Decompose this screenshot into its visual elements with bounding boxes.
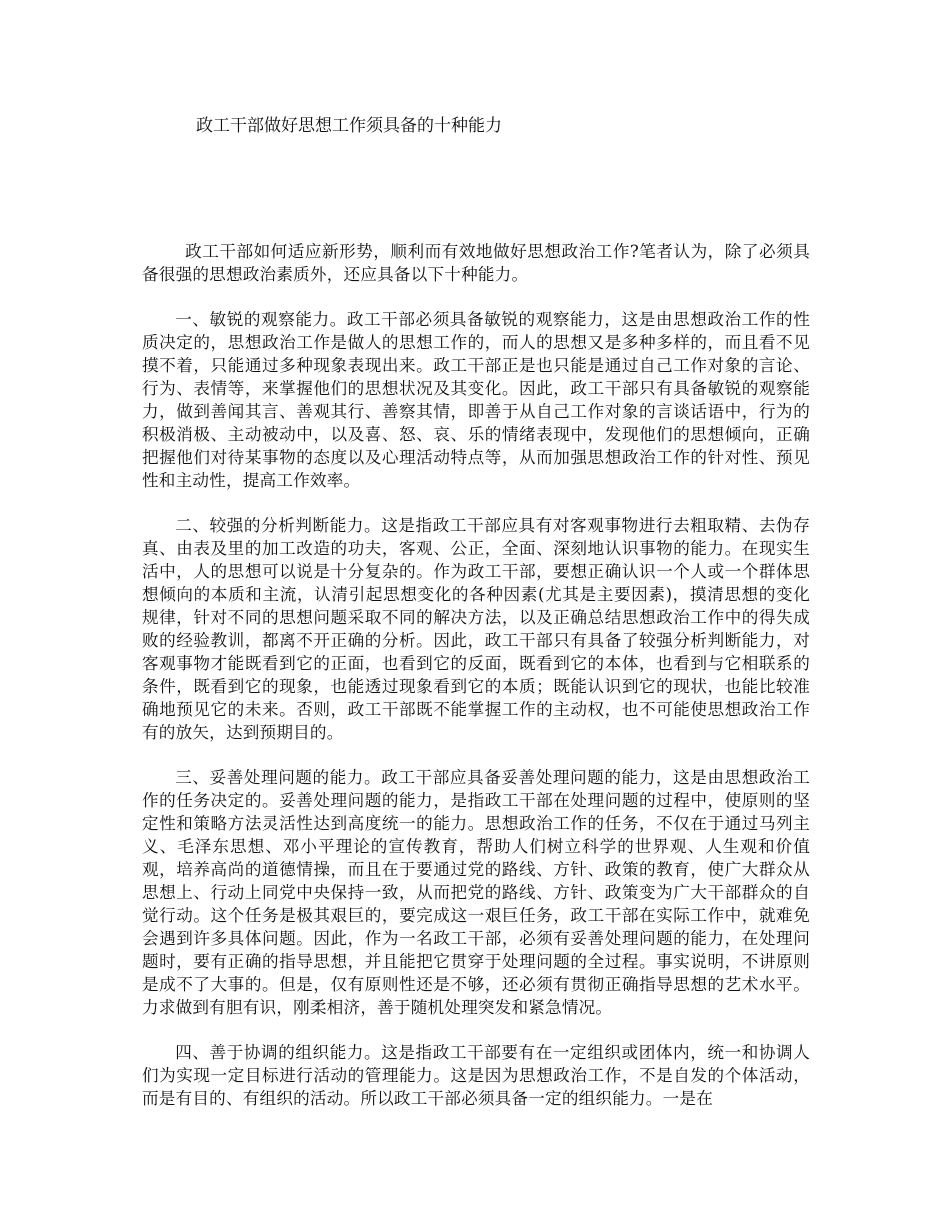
document-body (142, 240, 810, 1132)
paragraph-organization-ability: 四、善于协调的组织能力。这是指政工干部要有在一定组织或团体内，统一和协调人们为实现一定目标进行活动的管理能力。这是因为思想政治工作，不是自发的个体活动，而是有目的、有组织的活动。所以政工干部必须具备一定的组织能力。一是在 (142, 1043, 810, 1108)
paragraph-intro: 政工干部如何适应新形势，顺利而有效地做好思想政治工作?笔者认为，除了必须具备很强的思想政治素质外，还应具备以下十种能力。 (142, 242, 810, 284)
document-title: 政工干部做好思想工作须具备的十种能力 (196, 116, 502, 136)
paragraph-observation-ability: 一、敏锐的观察能力。政工干部必须具备敏锐的观察能力，这是由思想政治工作的性质决定的，思想政治工作是做人的思想工作的，而人的思想又是多种多样的，而且看不见摸不着，只能通过多种现象表现出来。政工干部正是也只能是通过自己工作对象的言论、行为、表情等，来掌握他们的思想状况及其变化。因此，政工干部只有具备敏锐的观察能力，做到善闻其言、善观其行、善察其情，即善于从自己工作对象的言谈话语中，行为的积极消极、主动被动中，以及喜、怒、哀、乐的情绪表现中，发现他们的思想倾向，正确把握他们对待某事物的态度以及心理活动特点等，从而加强思想政治工作的针对性、预见性和主动性，提高工作效率。 (142, 310, 810, 490)
paragraph-problem-handling-ability: 三、妥善处理问题的能力。政工干部应具备妥善处理问题的能力，这是由思想政治工作的任务决定的。妥善处理问题的能力，是指政工干部在处理问题的过程中，使原则的坚定性和策略方法灵活性达到高度统一的能力。思想政治工作的任务，不仅在于通过马列主义、毛泽东思想、邓小平理论的宣传教育，帮助人们树立科学的世界观、人生观和价值观，培养高尚的道德情操，而且在于要通过党的路线、方针、政策的教育，使广大群众从思想上、行动上同党中央保持一致，从而把党的路线、方针、政策变为广大干部群众的自觉行动。这个任务是极其艰巨的，要完成这一艰巨任务，政工干部在实际工作中，就难免会遇到许多具体问题。因此，作为一名政工干部，必须有妥善处理问题的能力，在处理问题时，要有正确的指导思想，并且能把它贯穿于处理问题的全过程。事实说明，不讲原则是成不了大事的。但是，仅有原则性还是不够，还必须有贯彻正确指导思想的艺术水平。力求做到有胆有识，刚柔相济，善于随机处理突发和紧急情况。 (142, 768, 810, 1017)
paragraph-analysis-ability: 二、较强的分析判断能力。这是指政工干部应具有对客观事物进行去粗取精、去伪存真、由表及里的加工改造的功夫，客观、公正，全面、深刻地认识事物的能力。在现实生活中，人的思想可以说是十分复杂的。作为政工干部，要想正确认识一个人或一个群体思想倾向的本质和主流，认清引起思想变化的各种因素(尤其是主要因素)，摸清思想的变化规律，针对不同的思想问题采取不同的解决方法，以及正确总结思想政治工作中的得失成败的经验教训，都离不开正确的分析。因此，政工干部只有具备了较强分析判断能力，对客观事物才能既看到它的正面，也看到它的反面，既看到它的本体，也看到与它相联系的条件，既看到它的现象，也能透过现象看到它的本质；既能认识到它的现状，也能比较准确地预见它的未来。否则，政工干部既不能掌握工作的主动权，也不可能使思想政治工作有的放矢，达到预期目的。 (142, 516, 810, 742)
